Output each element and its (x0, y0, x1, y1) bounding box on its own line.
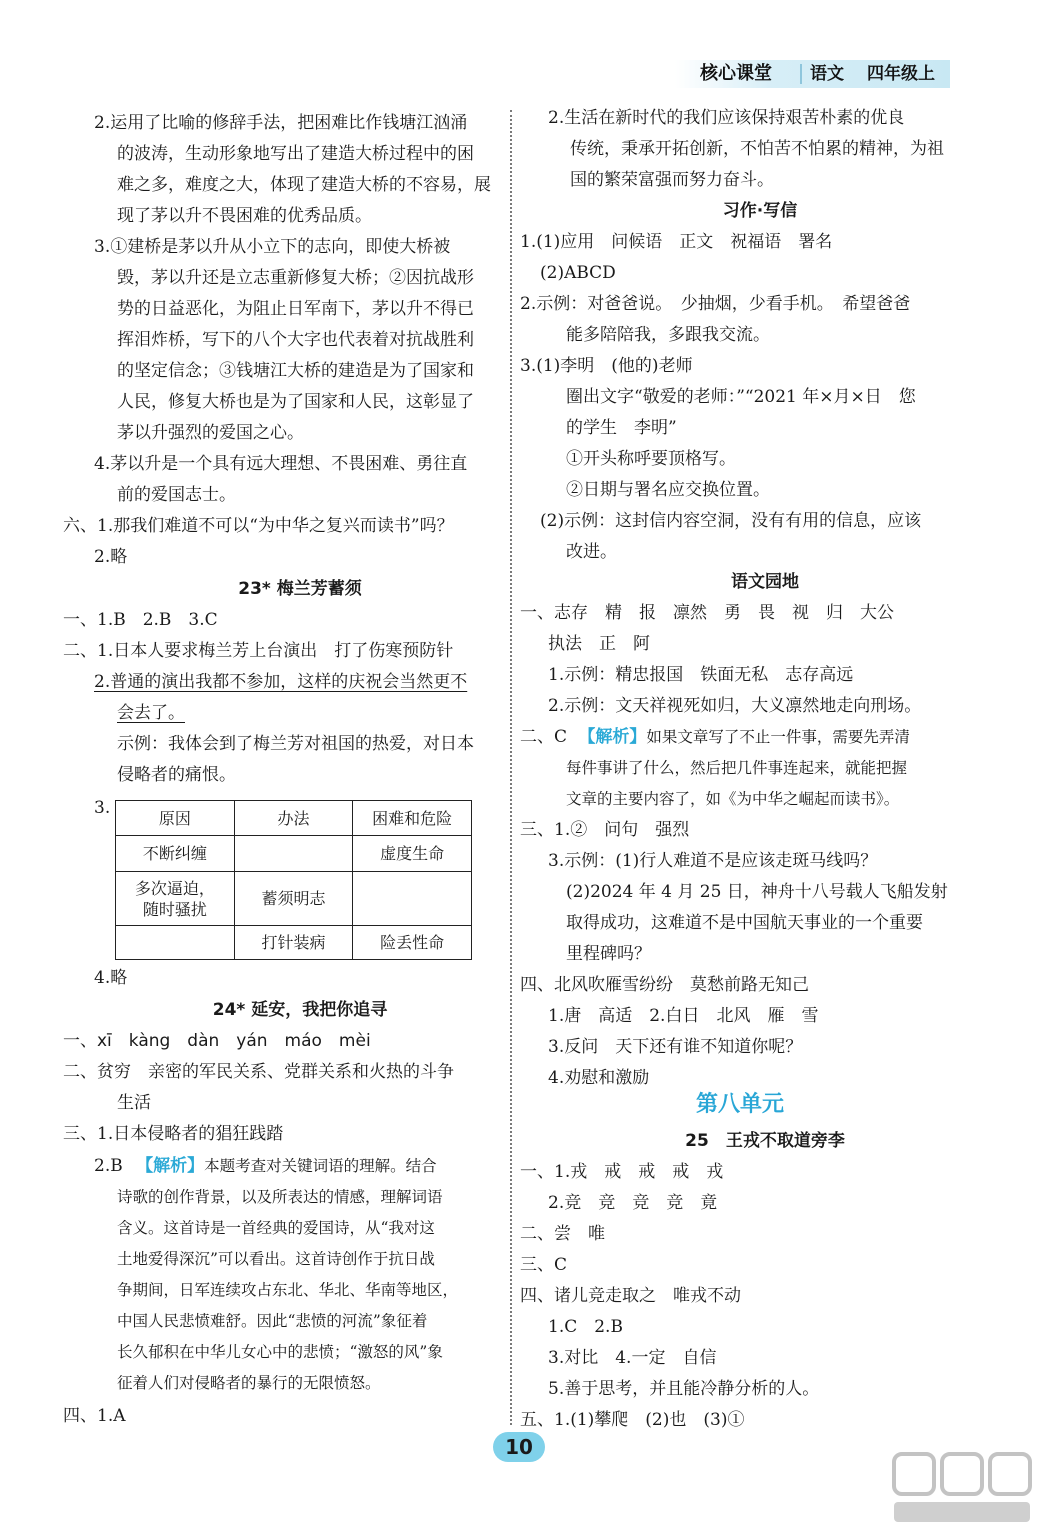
answer-line: 前的爱国志士。 (117, 485, 236, 505)
answer-line: 四、北风吹雁雪纷纷 莫愁前路无知己 (520, 975, 809, 995)
answer-line: 1.示例：精忠报国 铁面无私 志存高远 (548, 665, 854, 685)
answer-line: 4.茅以升是一个具有远大理想、不畏困难、勇往直 (94, 454, 468, 474)
answer-line: 3.示例：(1)行人难道不是应该走斑马线吗？ (548, 851, 878, 871)
table-header: 困难和危险 (353, 801, 472, 836)
answer-line: (2)2024 年 4 月 25 日，神舟十八号载人飞船发射 (566, 882, 948, 902)
analysis-tag: 【解析】 (136, 1156, 205, 1176)
analysis-text: 长久郁积在中华儿女心中的悲愤；“激怒的风”象 (117, 1343, 443, 1361)
answer-line: 1.C 2.B (548, 1317, 623, 1337)
answer-line: 3.①建桥是茅以升从小立下的志向，即使大桥被 (94, 237, 451, 257)
answer-line: 圈出文字“敬爱的老师：”“2021 年×月×日 您 (566, 387, 916, 407)
answer-line: 难之多，难度之大，体现了建造大桥的不容易，展 (117, 175, 491, 195)
answer-line: 三、1.② 问句 强烈 (520, 820, 690, 840)
watermark-logo (888, 1448, 1038, 1528)
analysis-text: 如果文章写了不止一件事，需要先弄清 (646, 728, 910, 746)
table-header: 原因 (116, 801, 235, 836)
table-cell: 不断纠缠 (116, 836, 235, 872)
section-title: 语文园地 (731, 572, 799, 592)
answer-line: 现了茅以升不畏困难的优秀品质。 (117, 206, 372, 226)
analysis-text: 每件事讲了什么，然后把几件事连起来，就能把握 (566, 759, 908, 777)
analysis-text: 文章的主要内容了，如《为中华之崛起而读书》。 (566, 790, 900, 808)
answer-line: 人民，修复大桥也是为了国家和人民，这彰显了 (117, 392, 474, 412)
answer-line: 国的繁荣富强而努力奋斗。 (570, 170, 774, 190)
lesson-title: 23* 梅兰芳蓄须 (238, 579, 362, 599)
answer-line: 1.(1)应用 问候语 正文 祝福语 署名 (520, 232, 833, 252)
answer-line: 4.劝慰和激励 (548, 1068, 650, 1088)
answer-line: 执法 正 阿 (548, 634, 650, 654)
answer-line: 2.竞 竞 竞 竞 竟 (548, 1193, 718, 1213)
table-header: 办法 (234, 801, 353, 836)
table-cell: 险丢性命 (353, 926, 472, 960)
answer-line: 3.对比 4.一定 自信 (548, 1348, 717, 1368)
answer-line: 势的日益恶化，为阻止日军南下，茅以升不得已 (117, 299, 474, 319)
answer-table (115, 800, 472, 960)
column-divider (510, 110, 512, 1425)
grade-label: 四年级上 (867, 64, 935, 84)
pinyin-answers: 一、xī kàng dàn yán máo mèi (63, 1031, 371, 1051)
answer-line: 的学生 李明” (566, 418, 677, 438)
answer-line (520, 725, 910, 749)
answer-line: 2.生活在新时代的我们应该保持艰苦朴素的优良 (548, 108, 905, 128)
unit-title: 第八单元 (695, 1092, 784, 1117)
answer-line: (2)ABCD (540, 263, 616, 283)
answer-line: 一、1.B 2.B 3.C (63, 610, 218, 630)
answer-line: 四、1.A (63, 1406, 126, 1426)
analysis-text: 征着人们对侵略者的暴行的无限愤怒。 (117, 1374, 381, 1392)
answer-line: 三、C (520, 1255, 568, 1275)
section-title: 习作·写信 (722, 201, 798, 221)
table-cell: 蓄须明志 (234, 872, 353, 926)
table-cell (116, 872, 235, 926)
answer-line: 二、贫穷 亲密的军民关系、党群关系和火热的斗争 (63, 1062, 454, 1082)
answer-line: 2.示例：对爸爸说。 少抽烟，少看手机。 希望爸爸 (520, 294, 911, 314)
answer-line: 2.普通的演出我都不参加，这样的庆祝会当然更不 (94, 672, 468, 692)
answer-line: 会去了。 (117, 703, 185, 723)
answer-choice: 2.B (94, 1156, 123, 1176)
analysis-text: 含义。这首诗是一首经典的爱国诗，从“我对这 (117, 1219, 435, 1237)
answer-line: 里程碑吗？ (566, 944, 651, 964)
table-cell-line: 多次逼迫， (134, 878, 215, 898)
answer-line: ①开头称呼要顶格写。 (566, 449, 736, 469)
answer-line: 能多陪陪我，多跟我交流。 (566, 325, 770, 345)
table-cell (116, 926, 235, 960)
answer-line: 六、1.那我们难道不可以“为中华之复兴而读书”吗？ (63, 516, 454, 536)
answer-line: 2.运用了比喻的修辞手法，把困难比作钱塘江汹涌 (94, 113, 468, 133)
table-cell (234, 836, 353, 872)
answer-line: 一、1.戎 戒 戒 戒 戎 (520, 1162, 724, 1182)
answer-line: 五、1.(1)攀爬 (2)也 (3)① (520, 1410, 745, 1430)
answer-line: 示例：我体会到了梅兰芳对祖国的热爱，对日本 (117, 734, 474, 754)
answer-line: 2.示例：文天祥视死如归，大义凛然地走向刑场。 (548, 696, 922, 716)
answer-line: 4.略 (94, 968, 128, 988)
answer-line: 挥泪炸桥，写下的八个大字也代表着对抗战胜利 (117, 330, 474, 350)
answer-line: 毁，茅以升还是立志重新修复大桥；②因抗战形 (117, 268, 474, 288)
answer-line: 二、尝 唯 (520, 1224, 605, 1244)
answer-line: 侵略者的痛恨。 (117, 765, 236, 785)
answer-line: (2)示例：这封信内容空洞，没有有用的信息，应该 (540, 511, 922, 531)
table-cell: 虚度生命 (353, 836, 472, 872)
question-number: 3. (94, 798, 111, 818)
brand-title: 核心课堂 (700, 63, 772, 84)
lesson-title: 24* 延安，我把你追寻 (212, 1000, 388, 1020)
answer-line: ②日期与署名应交换位置。 (566, 480, 770, 500)
answer-line: 改进。 (566, 542, 617, 562)
table-cell (353, 872, 472, 926)
page-number: 10 (493, 1432, 545, 1462)
analysis-text: 诗歌的创作背景，以及所表达的情感，理解词语 (117, 1188, 443, 1206)
answer-line: 三、1.日本侵略者的猖狂践踏 (63, 1124, 284, 1144)
answer-line: 5.善于思考，并且能冷静分析的人。 (548, 1379, 820, 1399)
answer-line: 茅以升强烈的爱国之心。 (117, 423, 304, 443)
answer-line: 一、志存 精 报 凛然 勇 畏 视 归 大公 (520, 603, 894, 623)
answer-line: 的坚定信念；③钱塘江大桥的建造是为了国家和 (117, 361, 474, 381)
table-cell: 打针装病 (234, 926, 353, 960)
answer-line (94, 1154, 437, 1178)
answer-line: 1.唐 高适 2.白日 北风 雁 雪 (548, 1006, 819, 1026)
answer-line: 3.(1)李明 (他的)老师 (520, 356, 693, 376)
answer-line: 3.反问 天下还有谁不知道你呢？ (548, 1037, 803, 1057)
analysis-text: 中国人民悲愤难舒。因此“悲愤的河流”象征着 (117, 1312, 428, 1330)
subject-label: 语文 (810, 64, 844, 84)
answer-line: 2.略 (94, 547, 128, 567)
header-divider (800, 64, 802, 84)
table-cell-line: 随时骚扰 (142, 899, 207, 919)
analysis-tag: 【解析】 (578, 727, 647, 747)
answer-line: 二、1.日本人要求梅兰芳上台演出 打了伤寒预防针 (63, 641, 454, 661)
lesson-title: 25 王戎不取道旁李 (685, 1131, 845, 1151)
answer-line: 的波涛，生动形象地写出了建造大桥过程中的困 (117, 144, 474, 164)
answer-line: 传统，秉承开拓创新，不怕苦不怕累的精神，为祖 (570, 139, 944, 159)
answer-choice: 二、C (520, 727, 568, 747)
answer-line: 取得成功，这难道不是中国航天事业的一个重要 (566, 913, 923, 933)
answer-line: 生活 (117, 1093, 151, 1113)
analysis-text: 本题考查对关键词语的理解。结合 (204, 1157, 437, 1175)
answer-line: 四、诸儿竞走取之 唯戎不动 (520, 1286, 741, 1306)
analysis-text: 争期间，日军连续攻占东北、华北、华南等地区， (117, 1281, 459, 1299)
analysis-text: 土地爱得深沉”可以看出。这首诗创作于抗日战 (117, 1250, 435, 1268)
